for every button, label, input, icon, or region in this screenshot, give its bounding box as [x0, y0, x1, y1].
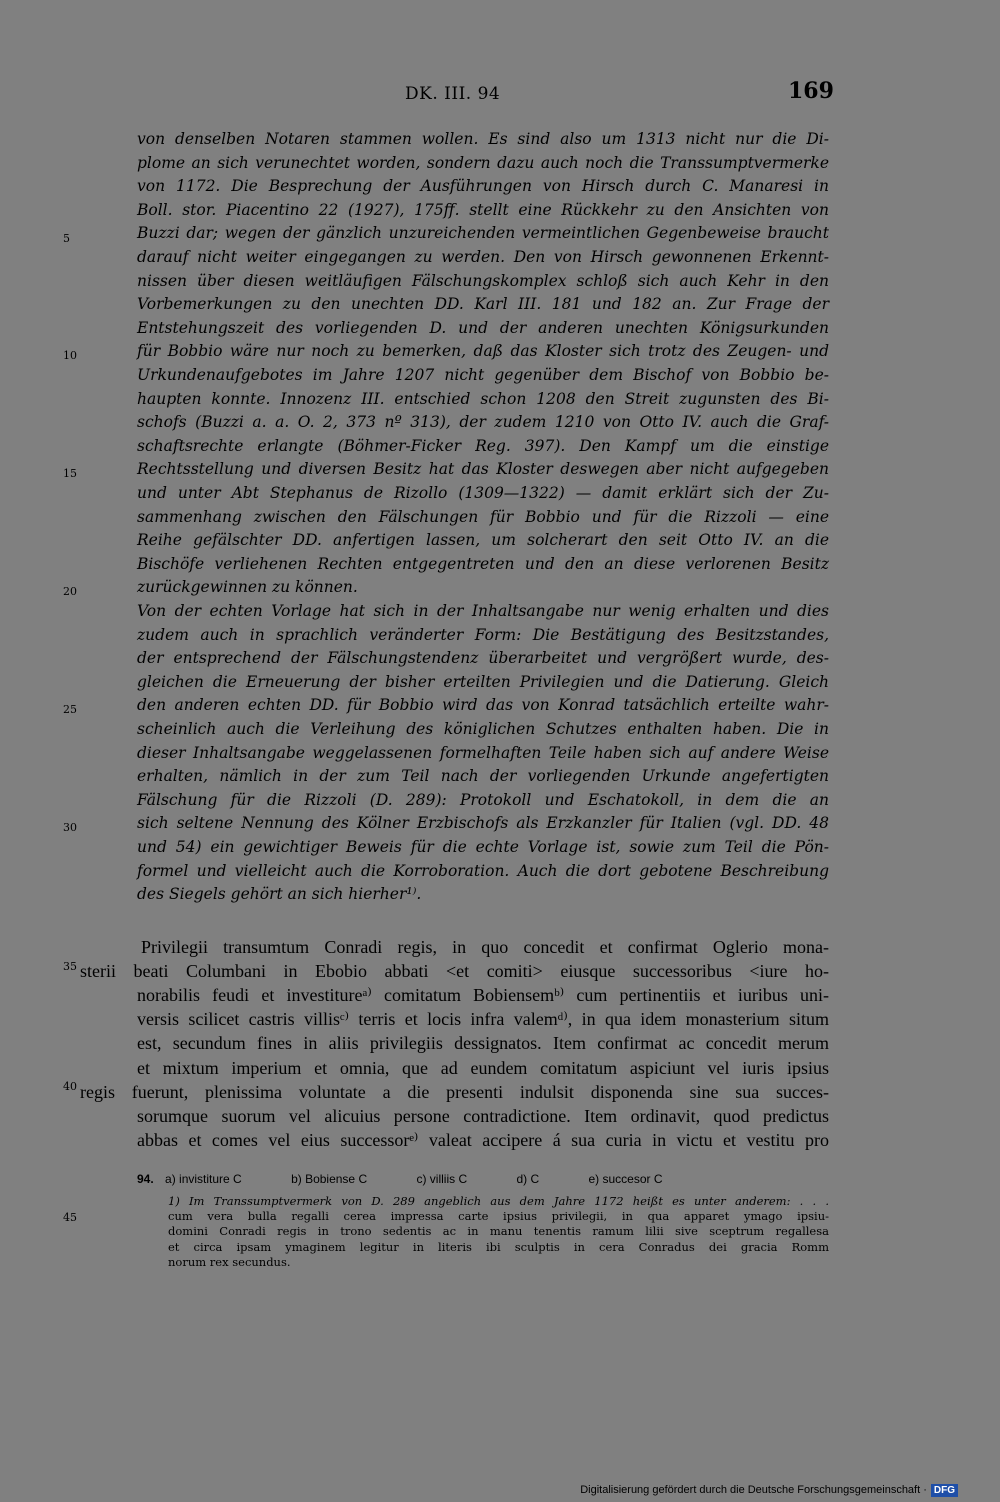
- intro-line: des Siegels gehört an sich hierher¹⁾.: [137, 885, 422, 904]
- intro-line: gleichen die Erneuerung der bisher erteilten Privilegien und die Datierung. Gleich: [137, 672, 829, 691]
- page-number: 169: [788, 78, 834, 104]
- document-text-line: norabilis feudi et investitureᵃ⁾ comitatum Bobiensemᵇ⁾ cum pertinentiis et iuribus uni-: [137, 985, 829, 1006]
- intro-line: der entsprechend der Fälschungstendenz überarbeitet und vergrößert wurde, des-: [137, 649, 829, 668]
- line-number: 25: [63, 703, 77, 716]
- intro-line: Vorbemerkungen zu den unechten DD. Karl III. 181 und 182 an. Zur Frage der: [137, 295, 829, 314]
- line-number: 35: [63, 960, 77, 973]
- document-text-line: sorumque suorum vel alicuius persone contradictione. Item ordinavit, quod predictus: [137, 1105, 829, 1126]
- running-head: DK. III. 94: [405, 84, 501, 104]
- intro-line: Reihe gefälschter DD. anfertigen lassen, um solcherart den seit Otto IV. an die: [137, 531, 829, 550]
- document-text-line: abbas et comes vel eius successorᵉ⁾ valeat accipere á sua curia in victu et vestitu pro: [137, 1129, 829, 1150]
- footnote-line: cum vera bulla regalli cerea impressa carte ipsius privilegii, in qua apparet ymago ipsiu-: [168, 1209, 829, 1224]
- intro-line: zurückgewinnen zu können.: [137, 578, 358, 597]
- intro-line: und unter Abt Stephanus de Rizollo (1309—1322) — damit erklärt sich der Zu-: [137, 484, 829, 502]
- intro-line: haupten konnte. Innozenz III. entschied schon 1208 den Streit zugunsten des Bi-: [137, 389, 829, 408]
- line-number: 40: [63, 1080, 77, 1093]
- intro-line: von denselben Notaren stammen wollen. Es sind also um 1313 nicht nur die Di-: [137, 130, 829, 148]
- critical-apparatus: [137, 1172, 829, 1186]
- line-number: 15: [63, 467, 77, 480]
- intro-line: Rechtsstellung und diversen Besitz hat das Kloster deswegen aber nicht aufgegeben: [137, 460, 829, 479]
- intro-line: formel und vielleicht auch die Korroboration. Auch die dort gebotene Beschreibung: [137, 861, 829, 880]
- footnote-line: domini Conradi regis in trono sedentis ac in manu tenentis ramum lilii sive sceptrum regallesa: [168, 1224, 829, 1239]
- intro-line: von 1172. Die Besprechung der Ausführungen von Hirsch durch C. Manaresi in: [137, 177, 829, 196]
- document-text-line: sterii beati Columbani in Ebobio abbati <et comiti> eiusque successoribus <iure ho-: [80, 961, 829, 982]
- document-text-line: et mixtum imperium et omnia, que ad eundem comitatum aspiciunt vel iuris ipsius: [137, 1057, 829, 1078]
- intro-line: plome an sich verunechtet worden, sondern dazu auch noch die Transsumptvermerke: [137, 153, 829, 172]
- footnote-number: 94.: [137, 1172, 154, 1186]
- intro-line: und 54) ein gewichtiger Beweis für die echte Vorlage ist, sowie zum Teil die Pön-: [137, 838, 829, 856]
- variant-note: a) invistiture C: [165, 1172, 242, 1186]
- intro-line: nissen über diesen weitläufigen Fälschungskomplex schloß sich auch Kehr in den: [137, 271, 829, 290]
- intro-line: Fälschung für die Rizzoli (D. 289): Protokoll und Eschatokoll, in dem die an: [137, 790, 829, 809]
- intro-line: für Bobbio wäre nur noch zu bemerken, daß das Kloster sich trotz des Zeugen- und: [137, 342, 829, 361]
- document-text-line: Privilegii transumtum Conradi regis, in quo concedit et confirmat Oglerio mona-: [141, 937, 829, 957]
- intro-line: dieser Inhaltsangabe weggelassenen formelhaften Teile haben sich auf andere Weise: [137, 743, 829, 762]
- line-number: 5: [63, 232, 70, 245]
- intro-line: den anderen echten DD. für Bobbio wird das von Konrad tatsächlich erteilte wahr-: [137, 696, 829, 715]
- line-number: 10: [63, 349, 77, 362]
- footnote-line: 1) Im Transsumptvermerk von D. 289 angeblich aus dem Jahre 1172 heißt es unter anderem: . . .: [168, 1194, 829, 1208]
- intro-line: Boll. stor. Piacentino 22 (1927), 175ff. stellt eine Rückkehr zu den Ansichten von: [137, 200, 829, 219]
- intro-line: sich seltene Nennung des Kölner Erzbischofs als Erzkanzler für Italien (vgl. DD. 48: [137, 814, 829, 833]
- footnote-line: norum rex secundus.: [168, 1254, 291, 1269]
- variant-note: e) succesor C: [588, 1172, 663, 1186]
- line-number: 45: [63, 1211, 77, 1224]
- document-text-line: versis scilicet castris villisᶜ⁾ terris et locis infra valemᵈ⁾, in qua idem monasterium situm: [137, 1009, 829, 1030]
- variant-note: d) C: [516, 1172, 540, 1186]
- intro-line: scheinlich auch die Verleihung des königlichen Schutzes enthalten haben. Die in: [137, 720, 829, 738]
- line-number: 20: [63, 585, 77, 598]
- intro-line: schofs (Buzzi a. a. O. 2, 373 nº 313), der zudem 1210 von Otto IV. auch die Graf-: [137, 413, 829, 432]
- intro-line: erhalten, nämlich in der zum Teil nach der vorliegenden Urkunde angefertigten: [137, 767, 829, 786]
- variant-note: c) villiis C: [416, 1172, 468, 1186]
- intro-line: Urkundenaufgebotes im Jahre 1207 nicht gegenüber dem Bischof von Bobbio be-: [137, 366, 829, 384]
- intro-line: Entstehungszeit des vorliegenden D. und der anderen unechten Königsurkunden: [137, 318, 829, 337]
- intro-line: darauf nicht weiter eingegangen zu werden. Den von Hirsch gewonnenen Erkennt-: [137, 248, 829, 266]
- line-number: 30: [63, 821, 77, 834]
- variant-note: b) Bobiense C: [291, 1172, 368, 1186]
- intro-line: Von der echten Vorlage hat sich in der Inhaltsangabe nur wenig erhalten und dies: [137, 602, 829, 620]
- intro-line: sammenhang zwischen den Fälschungen für Bobbio und für die Rizzoli — eine: [137, 507, 829, 526]
- intro-line: Bischöfe verliehenen Rechten entgegentreten und den an diese verlorenen Besitz: [137, 554, 829, 573]
- intro-line: schaftsrechte erlangte (Böhmer-Ficker Reg. 397). Den Kampf um die einstige: [137, 436, 829, 455]
- digitization-credit: [580, 1484, 958, 1497]
- intro-line: zudem auch in sprachlich veränderter Form: Die Bestätigung des Besitzstandes,: [137, 625, 829, 644]
- intro-line: Buzzi dar; wegen der gänzlich unzureichenden vermeintlichen Gegenbeweise braucht: [137, 224, 829, 243]
- footnote-line: et circa ipsam ymaginem legitur in literis ibi sculptis in cera Conradus dei gracia Romm: [168, 1239, 829, 1254]
- dfg-logo: DFG: [931, 1484, 958, 1497]
- document-text-line: est, secundum fines in aliis privilegiis dessignatos. Item confirmat ac concedit merum: [137, 1033, 829, 1054]
- credit-text: Digitalisierung gefördert durch die Deutsche Forschungsgemeinschaft ·: [580, 1484, 927, 1496]
- document-text-line: regis fuerunt, plenissima voluntate a die presenti indulsit disponenda sine sua succes-: [80, 1081, 829, 1102]
